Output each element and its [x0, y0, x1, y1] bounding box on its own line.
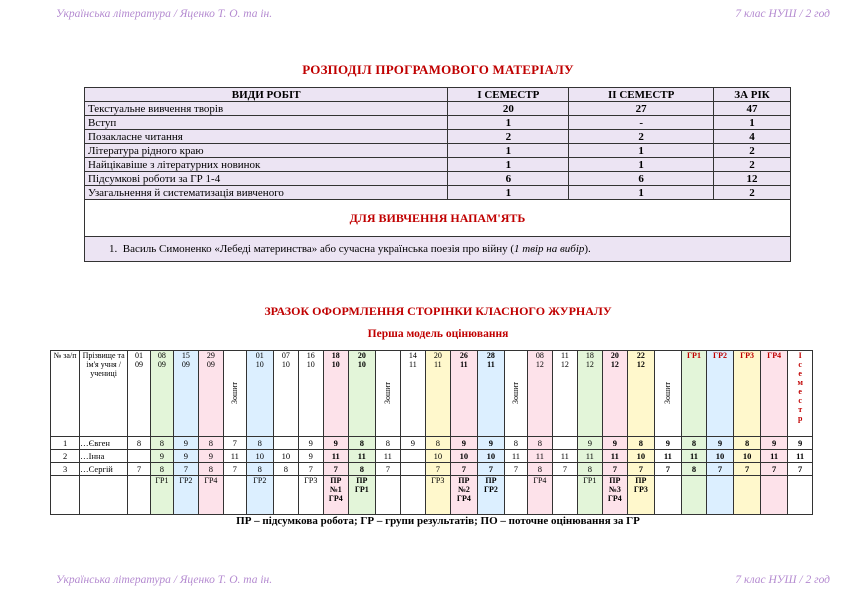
group-row: ГР1 ГР2 ГР4 ГР2 ГР3 ПР №1 ГР4 ПР ГР1 ГР3 ПР №2 ГР4 ПР ГР2 ГР4 ГР1 ПР №3 ГР4 ПР ГР3	[51, 476, 828, 515]
table-row: 3 …Сергій 7 8 7 8 7 8 8 7 7 8 7 7 7 7 7 8 7 8 7 7 7 8 7 7 7 7	[51, 463, 828, 476]
journal-subtitle: Перша модель оцінювання	[367, 328, 509, 340]
table-row: Найцікавіше з літературних новинок 1 1 2	[85, 158, 791, 172]
col-header: ЗА РІК	[714, 88, 791, 102]
table-row: Текстуальне вивчення творів 20 27 47	[85, 102, 791, 116]
header-right: 7 клас НУШ / 2 год	[735, 8, 830, 20]
table-row: Позакласне читання 2 2 4	[85, 130, 791, 144]
memorize-title: ДЛЯ ВИВЧЕННЯ НАПАМ'ЯТЬ	[85, 200, 791, 237]
table-row: Підсумкові роботи за ГР 1-4 6 6 12	[85, 172, 791, 186]
table-row: 1 …Євген 8 8 9 8 7 8 9 9 8 8 9 8 9 9 8 8 9 9 8 9 8 9 8 9 9	[51, 437, 828, 450]
col-header: І СЕМЕСТР	[448, 88, 569, 102]
distribution-title: РОЗПОДІЛ ПРОГРАМОВОГО МАТЕРІАЛУ	[302, 62, 574, 77]
head-num: № за/п	[51, 351, 80, 437]
col-header: ІІ СЕМЕСТР	[569, 88, 714, 102]
zoshyt-label: Зошит	[383, 381, 393, 404]
col-header: ВИДИ РОБІТ	[85, 88, 448, 102]
journal-title: ЗРАЗОК ОФОРМЛЕННЯ СТОРІНКИ КЛАСНОГО ЖУРНАЛУ	[264, 304, 612, 318]
table-row: Вступ 1 - 1	[85, 116, 791, 130]
footer-left: Українська література / Яценко Т. О. та ін.	[56, 574, 273, 586]
memorize-item: 1. Василь Симоненко «Лебеді материнства» або сучасна українська поезія про війну (1 твір на вибір).	[85, 237, 791, 262]
zoshyt-label: Зошит	[663, 381, 673, 404]
table-row: Література рідного краю 1 1 2	[85, 144, 791, 158]
page-header	[56, 8, 830, 24]
page-footer	[56, 574, 830, 590]
table-row: 2 …Інна 9 9 9 11 10 10 9 11 11 11 10 10 10 11 11 11 11 11 10 11 11 10 10 11 11	[51, 450, 828, 463]
semester-label: І с е м е с т р	[788, 351, 813, 437]
journal-table: № за/п Прізвище та ім'я учня / учениці 01 09 08 09 15 09 29 09 Зошит 01 10 07 10 16 10 18 10 20 10 Зошит 14 11 20 11 26 11 28 11 Зошит 08 12 11 12 18 12 20 12 22 12 Зошит ГР1 ГР2 ГР3 ГР4 І с е м е с т р 1 …Євген 8 8 9 8 7 8 9 9 8 8 9 8 9 9 8 8 9 9 8 9 8 9 8 9 9 2 …Інна 9 9 9 11 10 10 9 11 11 11 10 10 10 11 11 11 11 11 10 11 11 10 10 11 11 3 …Сергій 7 8 7 8 7 8 8 7 7 8 7 7 7 7 7 8 7 8 7 7 7 8 7 7 7 7 ГР1 ГР2 ГР4 ГР2 ГР3 ПР №1 ГР4 ПР ГР1 ГР3 ПР №2 ГР4 ПР ГР2 ГР4 ГР1 ПР №3 ГР4 ПР ГР3	[50, 350, 828, 515]
zoshyt-label: Зошит	[511, 381, 521, 404]
journal-legend: ПР – підсумкова робота; ГР – групи результатів; ПО – поточне оцінювання за ГР	[236, 515, 640, 527]
head-name: Прізвище та ім'я учня / учениці	[80, 351, 128, 437]
distribution-table	[84, 87, 791, 262]
zoshyt-label: Зошит	[230, 381, 240, 404]
footer-right: 7 клас НУШ / 2 год	[735, 574, 830, 586]
header-left: Українська література / Яценко Т. О. та ін.	[56, 8, 273, 20]
table-row: Узагальнення й систематизація вивченого 1 1 2	[85, 186, 791, 200]
